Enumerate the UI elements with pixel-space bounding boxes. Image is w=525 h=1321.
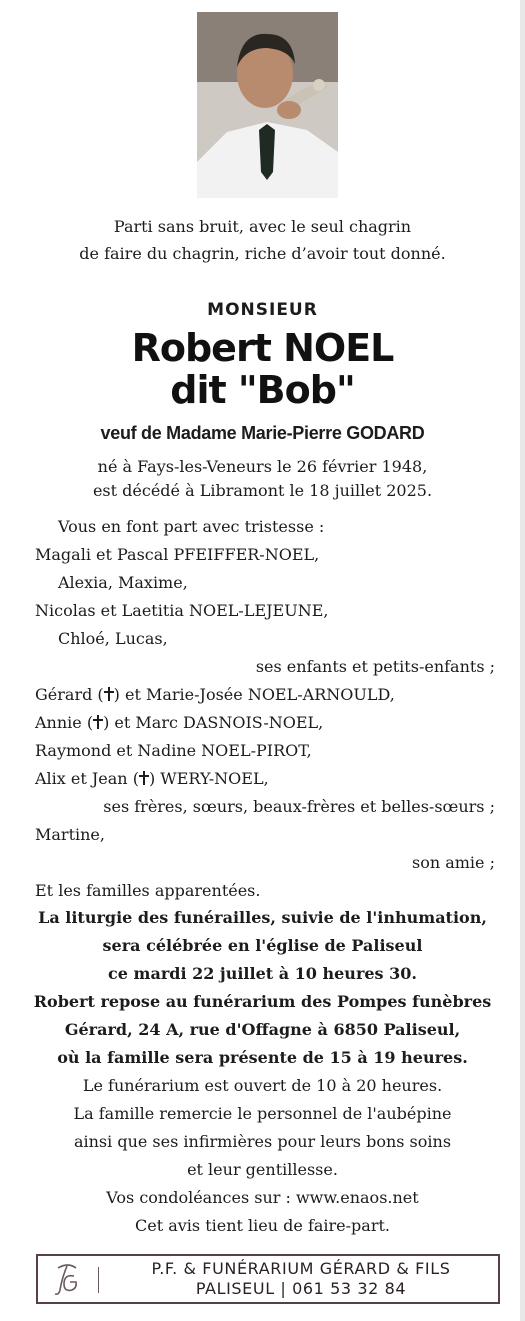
ceremony-line: Gérard, 24 A, rue d'Offagne à 6850 Paliseul, [64, 1020, 461, 1039]
family-line: Nicolas et Laetitia NOEL-LEJEUNE, [35, 601, 329, 620]
note-line: La famille remercie le personnel de l'aubépine [73, 1104, 452, 1123]
nickname-line: dit "Bob" [170, 368, 355, 412]
latin-cross-icon [104, 687, 114, 701]
honorific: MONSIEUR [207, 300, 318, 320]
family-line: Raymond et Nadine NOEL-PIROT, [35, 741, 312, 760]
ceremony-line: ce mardi 22 juillet à 10 heures 30. [108, 964, 417, 983]
quote-line: de faire du chagrin, riche d’avoir tout donné. [79, 244, 446, 263]
note-line: ainsi que ses infirmières pour leurs bons soins [73, 1132, 452, 1151]
portrait-photo [197, 12, 338, 198]
family-line: Martine, [35, 825, 105, 844]
ceremony-line: Robert repose au funérarium des Pompes funèbres [33, 992, 492, 1011]
text-part: ) WERY-NOEL, [148, 769, 269, 788]
family-role: son amie ; [411, 853, 495, 872]
portrait-illustration [197, 12, 338, 198]
text-part: Gérard ( [35, 685, 104, 704]
family-line: Magali et Pascal PFEIFFER-NOEL, [35, 545, 320, 564]
funeral-home-name: P.F. & FUNÉRARIUM GÉRARD & FILS [151, 1259, 451, 1278]
birth-death-info [0, 455, 525, 503]
text-part: ) et Marie-Josée NOEL-ARNOULD, [113, 685, 395, 704]
note-line: Cet avis tient lieu de faire-part. [135, 1216, 390, 1235]
family-line [35, 767, 269, 791]
latin-cross-icon [93, 715, 103, 729]
funeral-home-contact: PALISEUL | 061 53 32 84 [195, 1279, 407, 1298]
family-intro: Vous en font part avec tristesse : [58, 517, 325, 536]
monogram-logo-icon [50, 1260, 84, 1298]
widow-of: veuf de Madame Marie-Pierre GODARD [100, 423, 425, 443]
name-line: Robert NOEL [131, 326, 394, 370]
family-line: Alexia, Maxime, [58, 573, 188, 592]
epitaph-quote [0, 213, 525, 267]
family-line: Chloé, Lucas, [58, 629, 168, 648]
latin-cross-icon [139, 771, 149, 785]
funeral-home-banner [36, 1254, 500, 1304]
divider [98, 1267, 99, 1293]
birth-line: né à Fays-les-Veneurs le 26 février 1948, [97, 457, 428, 476]
death-line: est décédé à Libramont le 18 juillet 2025. [92, 481, 433, 500]
quote-line: Parti sans bruit, avec le seul chagrin [113, 217, 412, 236]
note-line: et leur gentillesse. [187, 1160, 338, 1179]
ceremony-line: sera célébrée en l'église de Paliseul [102, 936, 423, 955]
family-line [35, 683, 395, 707]
note-line: Le funérarium est ouvert de 10 à 20 heures. [82, 1076, 443, 1095]
ceremony-line: où la famille sera présente de 15 à 19 heures. [57, 1048, 468, 1067]
ceremony-line: La liturgie des funérailles, suivie de l'inhumation, [38, 908, 487, 927]
family-line [35, 711, 323, 735]
deceased-name [0, 327, 525, 411]
ceremony-details [0, 904, 525, 1072]
family-role: ses frères, sœurs, beaux-frères et belles-sœurs ; [103, 797, 495, 816]
text-part: ) et Marc DASNOIS-NOEL, [103, 713, 324, 732]
text-part: Alix et Jean ( [35, 769, 139, 788]
family-line: Et les familles apparentées. [35, 881, 261, 900]
additional-notes [0, 1072, 525, 1240]
family-role: ses enfants et petits-enfants ; [255, 657, 495, 676]
funeral-home-info [108, 1259, 494, 1299]
text-part: Annie ( [35, 713, 94, 732]
note-line: Vos condoléances sur : www.enaos.net [106, 1188, 419, 1207]
